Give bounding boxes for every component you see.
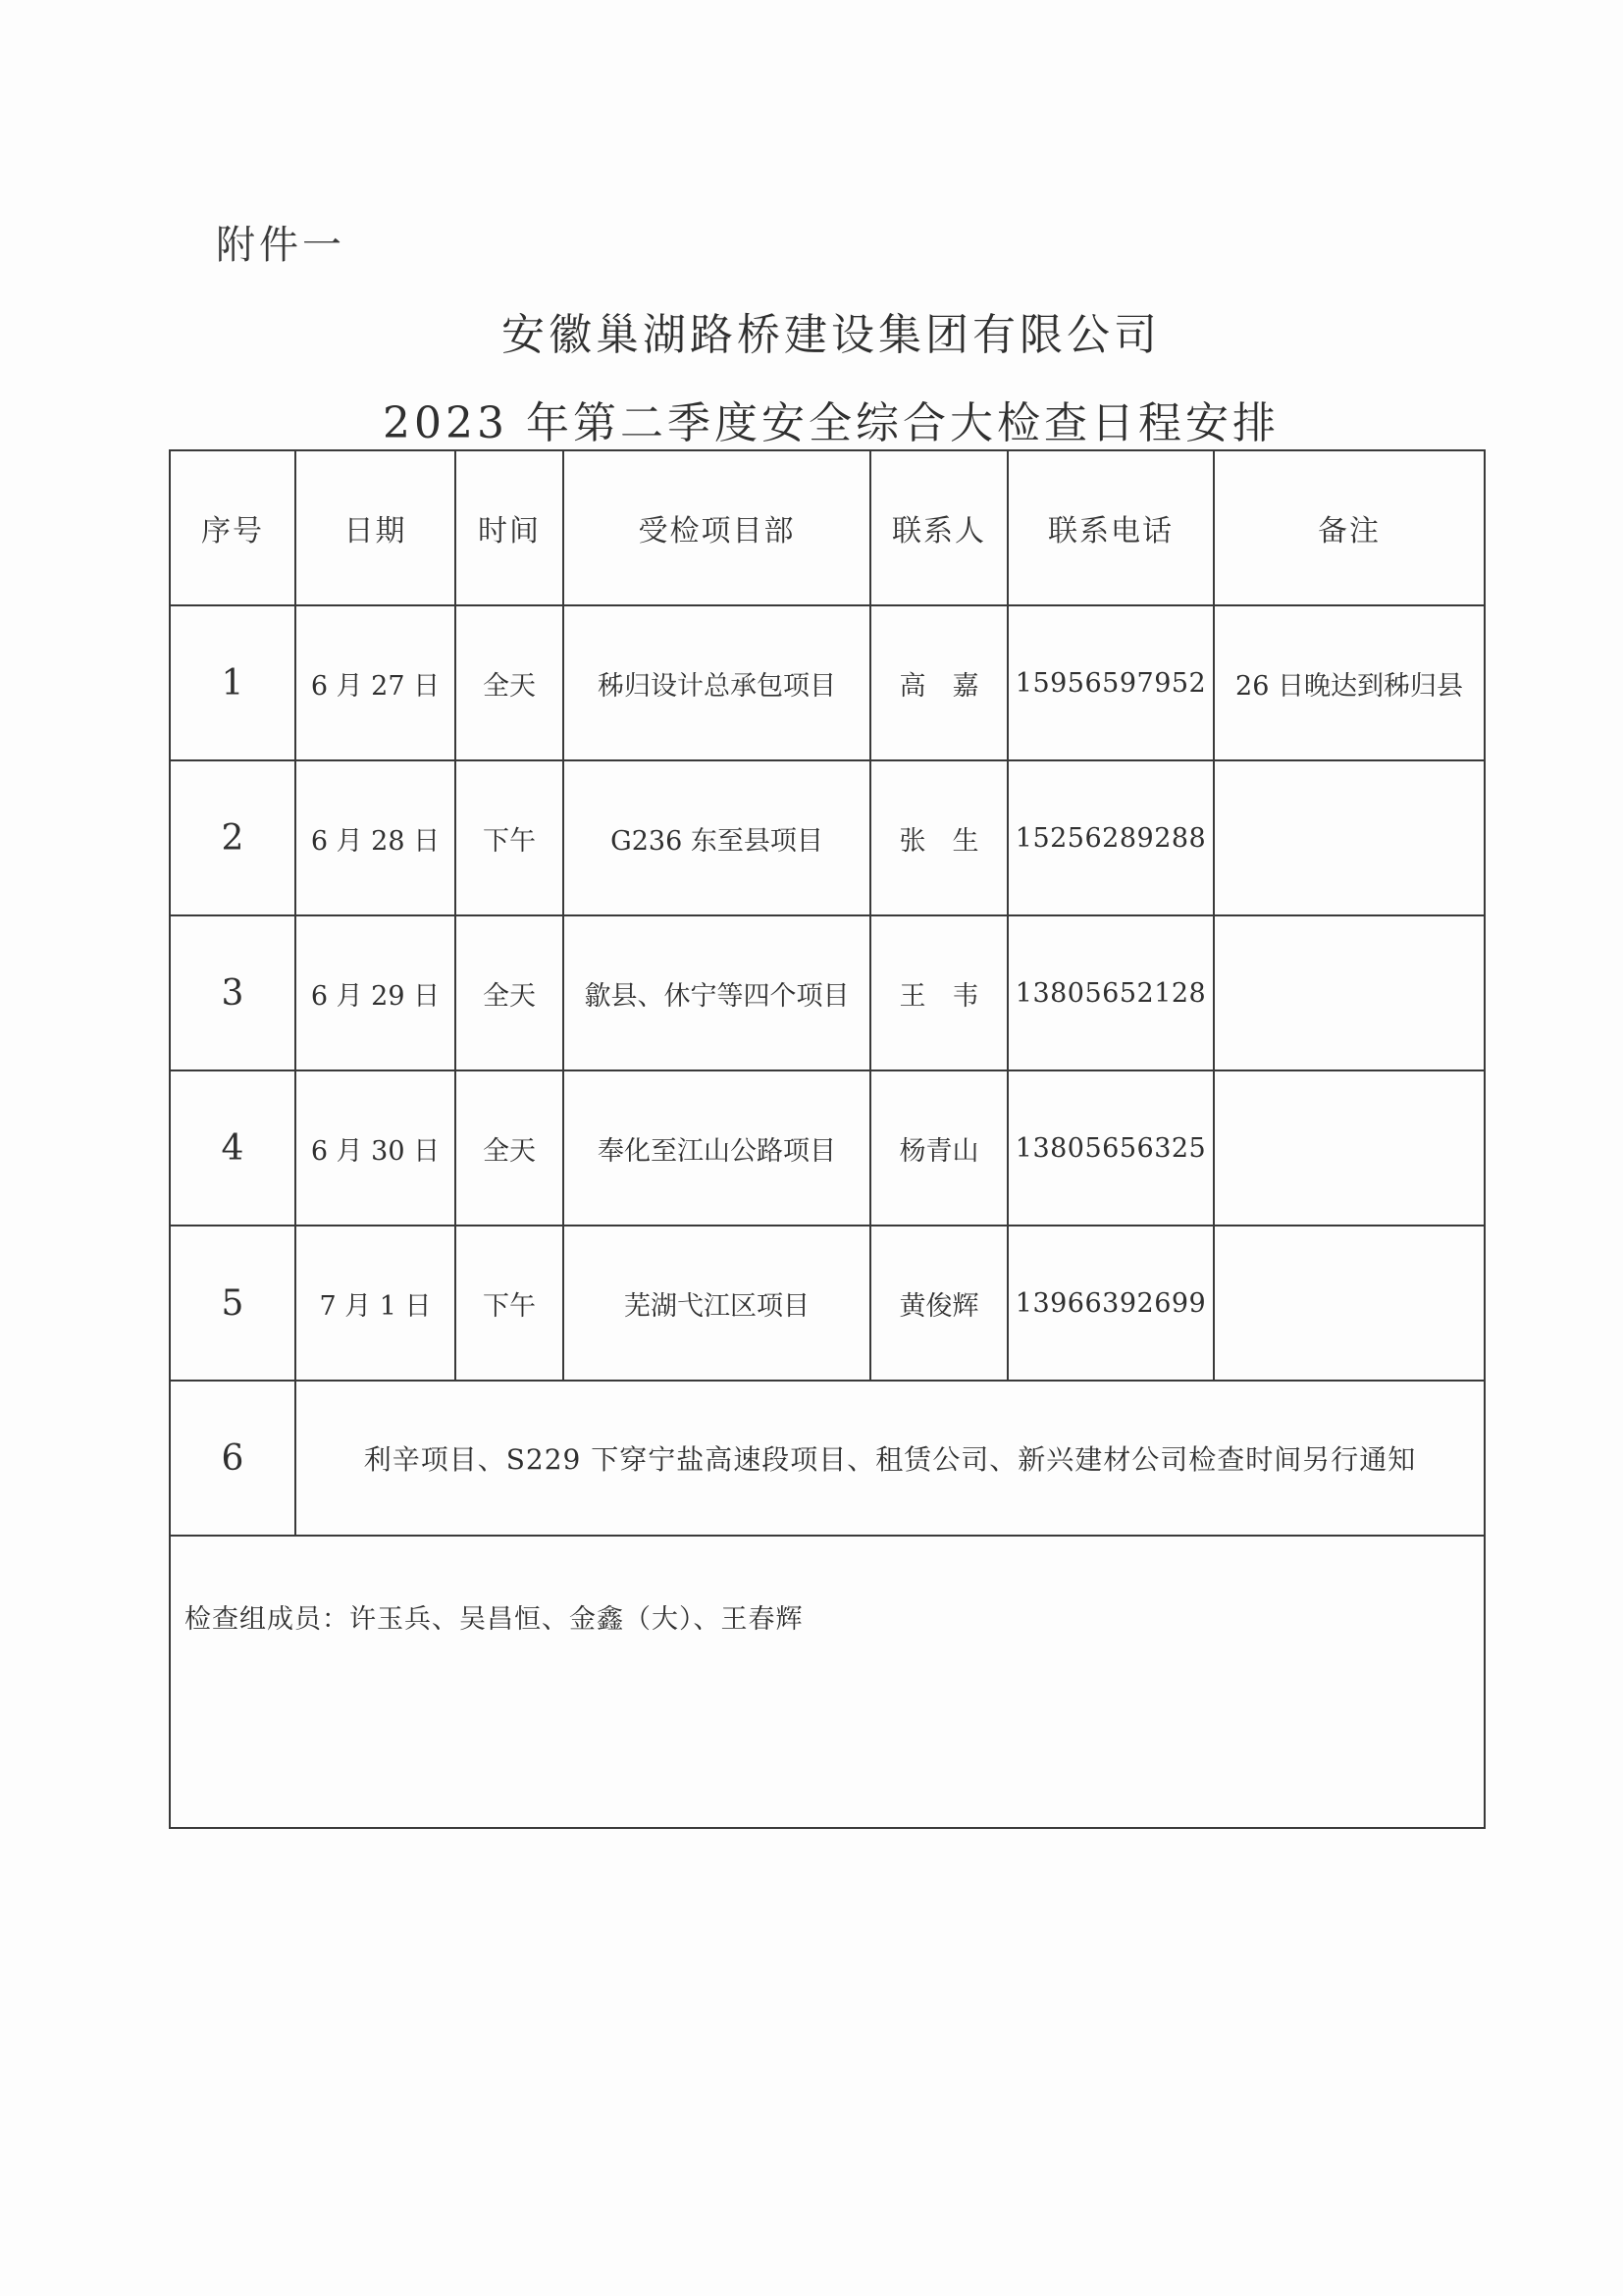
row-contact: 黄俊辉 [870,1226,1008,1381]
row-project: 歙县、休宁等四个项目 [563,915,870,1070]
header-time: 时间 [455,450,563,605]
row-note [1214,760,1485,915]
header-seq: 序号 [170,450,295,605]
company-title: 安徽巢湖路桥建设集团有限公司 [501,310,1161,360]
row-phone: 13805656325 [1008,1070,1214,1226]
header-phone: 联系电话 [1008,450,1214,605]
row-project: 芜湖弋江区项目 [563,1226,870,1381]
row-seq: 6 [170,1381,295,1536]
inspection-team-members: 检查组成员：许玉兵、吴昌恒、金鑫（大）、王春辉 [170,1536,1485,1828]
table-row [170,1070,1485,1226]
row-phone: 13966392699 [1008,1226,1214,1381]
header-project: 受检项目部 [563,450,870,605]
table-row [170,915,1485,1070]
schedule-title: 2023 年第二季度安全综合大检查日程安排 [383,398,1280,448]
row-seq: 1 [170,605,295,760]
row-note [1214,915,1485,1070]
row-phone: 15956597952 [1008,605,1214,760]
row-date: 6 月 27 日 [295,605,455,760]
row-time: 全天 [455,915,563,1070]
row-time: 全天 [455,1070,563,1226]
row-seq: 3 [170,915,295,1070]
row-seq: 5 [170,1226,295,1381]
table-row [170,605,1485,760]
attachment-label: 附件一 [216,223,345,268]
row-contact: 张 生 [870,760,1008,915]
row-seq: 2 [170,760,295,915]
row-time: 全天 [455,605,563,760]
header-date: 日期 [295,450,455,605]
schedule-table [169,449,1486,1829]
row-time: 下午 [455,760,563,915]
row-note: 26 日晚达到秭归县 [1214,605,1485,760]
row-date: 6 月 30 日 [295,1070,455,1226]
row-date: 6 月 29 日 [295,915,455,1070]
row-time: 下午 [455,1226,563,1381]
row-date: 6 月 28 日 [295,760,455,915]
members-row [170,1536,1485,1828]
other-projects-note: 利辛项目、S229 下穿宁盐高速段项目、租赁公司、新兴建材公司检查时间另行通知 [295,1381,1485,1536]
row-project: 奉化至江山公路项目 [563,1070,870,1226]
row-contact: 王 韦 [870,915,1008,1070]
row-note [1214,1226,1485,1381]
row-project: 秭归设计总承包项目 [563,605,870,760]
row-note [1214,1070,1485,1226]
row-project: G236 东至县项目 [563,760,870,915]
table-row [170,1226,1485,1381]
row-contact: 杨青山 [870,1070,1008,1226]
table-row [170,760,1485,915]
table-row-other-projects [170,1381,1485,1536]
header-note: 备注 [1214,450,1485,605]
header-contact: 联系人 [870,450,1008,605]
row-date: 7 月 1 日 [295,1226,455,1381]
row-phone: 15256289288 [1008,760,1214,915]
row-contact: 高 嘉 [870,605,1008,760]
row-phone: 13805652128 [1008,915,1214,1070]
table-header-row [170,450,1485,605]
row-seq: 4 [170,1070,295,1226]
